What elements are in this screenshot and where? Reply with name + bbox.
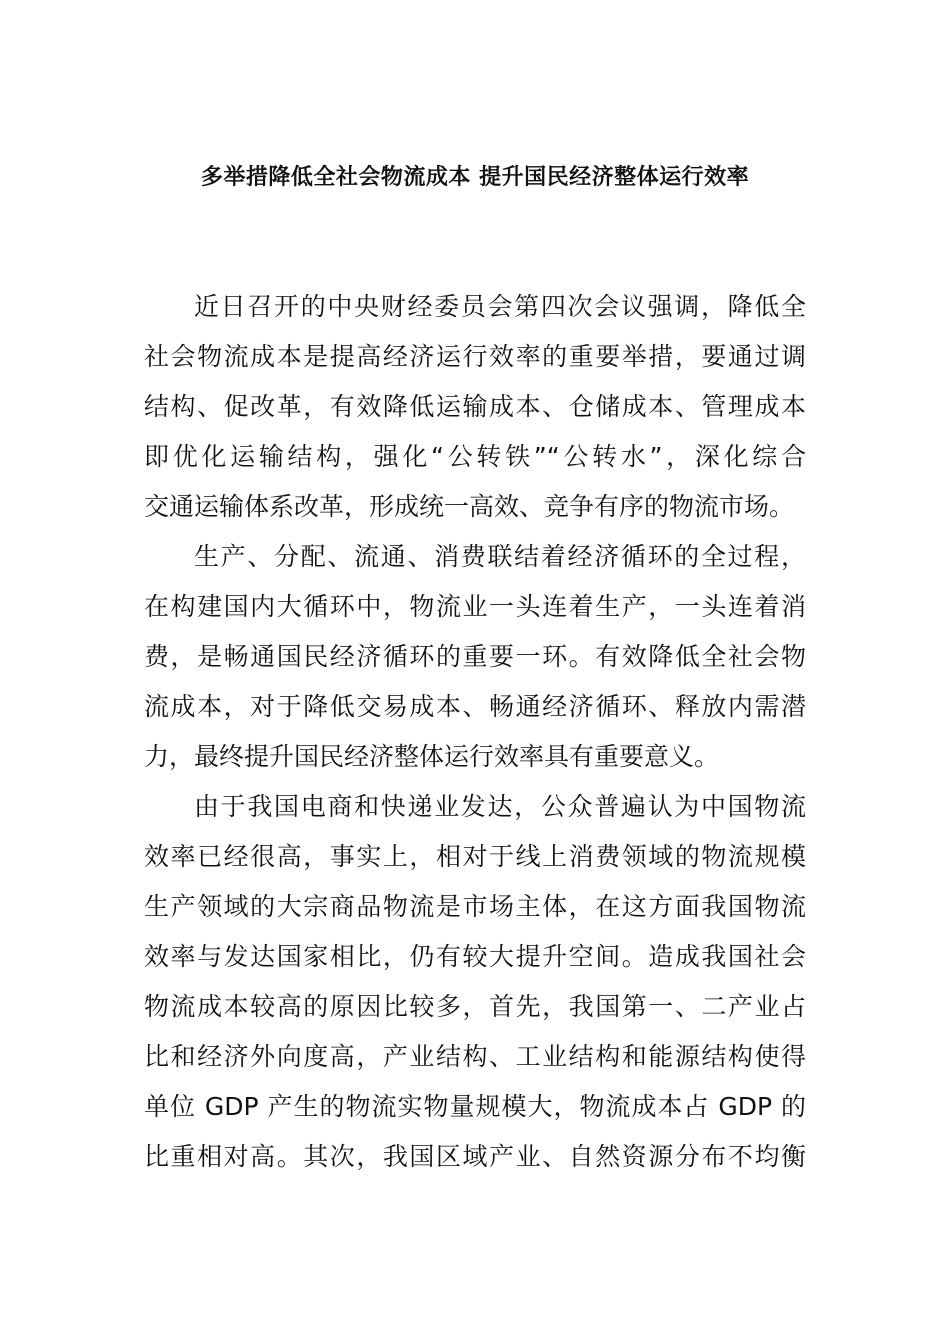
- paragraph-1-line-3: 结构、促改革，有效降低运输成本、仓储成本、管理成本: [144, 392, 806, 421]
- paragraph-3-line-7: 单位 GDP 产生的物流实物量规模大，物流成本占 GDP 的: [144, 1092, 806, 1121]
- paragraph-3-line-3: 生产领域的大宗商品物流是市场主体，在这方面我国物流: [144, 892, 806, 921]
- paragraph-1-line-5: 交通运输体系改革，形成统一高效、竞争有序的物流市场。: [144, 492, 795, 521]
- paragraph-3-line-8: 比重相对高。其次，我国区域产业、自然资源分布不均衡: [144, 1142, 806, 1171]
- paragraph-2-line-1: 生产、分配、流通、消费联结着经济循环的全过程，: [194, 542, 806, 571]
- paragraph-3-line-4: 效率与发达国家相比，仍有较大提升空间。造成我国社会: [144, 942, 806, 971]
- paragraph-3-line-1: 由于我国电商和快递业发达，公众普遍认为中国物流: [194, 792, 806, 821]
- paragraph-2-line-4: 流成本，对于降低交易成本、畅通经济循环、释放内需潜: [144, 692, 806, 721]
- paragraph-3-line-6: 比和经济外向度高，产业结构、工业结构和能源结构使得: [144, 1042, 806, 1071]
- document-title: 多举措降低全社会物流成本 提升国民经济整体运行效率: [200, 165, 750, 190]
- document-body: [144, 282, 806, 1182]
- paragraph-1-line-2: 社会物流成本是提高经济运行效率的重要举措，要通过调: [144, 342, 806, 371]
- paragraph-3-line-5: 物流成本较高的原因比较多，首先，我国第一、二产业占: [144, 992, 806, 1021]
- paragraph-2-line-3: 费，是畅通国民经济循环的重要一环。有效降低全社会物: [144, 642, 806, 671]
- paragraph-2-line-2: 在构建国内大循环中，物流业一头连着生产，一头连着消: [144, 592, 806, 621]
- paragraph-3-line-2: 效率已经很高，事实上，相对于线上消费领域的物流规模: [144, 842, 806, 871]
- paragraph-2-line-5: 力，最终提升国民经济整体运行效率具有重要意义。: [144, 742, 720, 771]
- paragraph-1-line-4: 即优化运输结构，强化“公转铁”“公转水”，深化综合: [144, 442, 806, 471]
- paragraph-1-line-1: 近日召开的中央财经委员会第四次会议强调，降低全: [194, 292, 806, 321]
